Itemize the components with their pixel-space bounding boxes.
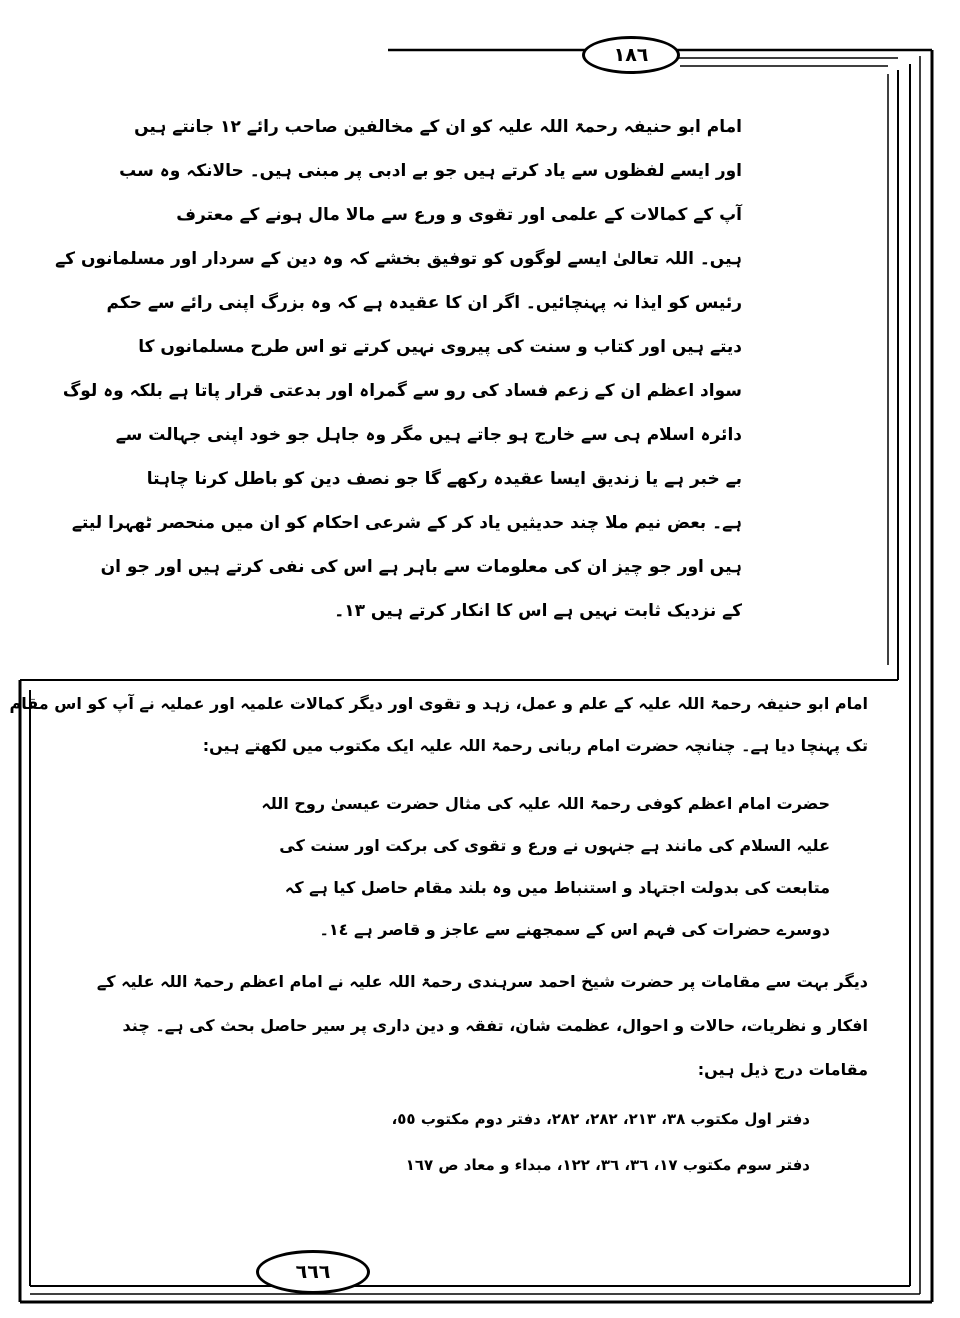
- top-line: ہیں۔ اللہ تعالیٰ ایسے لوگوں کو توفیق بخشے کہ وہ دین کے سردار اور مسلمانوں کے: [55, 249, 742, 269]
- top-line: رئیس کو ایذا نہ پہنچائیں۔ اگر ان کا عقیدہ ہے کہ وہ بزرگ اپنی رائے سے حکم: [106, 293, 742, 313]
- top-line: دائرہ اسلام ہی سے خارج ہو جاتے ہیں مگر وہ جاہل جو خود اپنی جہالت سے: [115, 425, 742, 445]
- quote-line: علیہ السلام کی مانند ہے جنہوں نے ورع و تقوی کی برکت اور سنت کی: [279, 836, 830, 855]
- page-number-bottom: [256, 1250, 370, 1294]
- quote-line: حضرت امام اعظم کوفی رحمۃ اللہ علیہ کی مثال حضرت عیسیٰ روح اللہ: [261, 794, 830, 813]
- quote-line: متابعت کی بدولت اجتہاد و استنباط میں وہ بلند مقام حاصل کیا ہے کہ: [284, 878, 830, 897]
- reference-line: دفتر سوم مکتوب ١٧، ٣٦، ٣٦، ١٢٢، مبداء و معاد ص ١٦٧: [405, 1156, 810, 1174]
- bottom-line: افکار و نظریات، حالات و احوال، عظمت شان، تفقہ و دین داری پر سیر حاصل بحث کی ہے۔ چند: [122, 1016, 868, 1035]
- top-line: ہے۔ بعض نیم ملا چند حدیثیں یاد کر کے شرعی احکام کو ان میں منحصر ٹھہرا لیتے: [71, 513, 742, 533]
- page-number-top-text: ١٨٦: [613, 44, 649, 66]
- top-line: آپ کے کمالات کے علمی اور تقوی و ورع سے مالا مال ہونے کے معترف: [176, 205, 742, 225]
- bottom-line: مقامات درج ذیل ہیں:: [697, 1060, 868, 1079]
- top-line: سواد اعظم ان کے زعم فساد کی رو سے گمراہ اور بدعتی قرار پاتا ہے بلکہ وہ لوگ: [62, 381, 742, 401]
- middle-line: تک پہنچا دیا ہے۔ چنانچہ حضرت امام ربانی رحمۃ اللہ علیہ ایک مکتوب میں لکھتے ہیں:: [202, 736, 868, 755]
- quote-line: دوسرے حضرات کی فہم اس کے سمجھنے سے عاجز و قاصر ہے ١٤۔: [319, 920, 830, 939]
- top-line: امام ابو حنیفہ رحمۃ اللہ علیہ کو ان کے مخالفین صاحب رائے ١٢ جانتے ہیں: [134, 117, 742, 137]
- top-line: دیتے ہیں اور کتاب و سنت کی پیروی نہیں کرتے تو اس طرح مسلمانوں کا: [138, 337, 742, 357]
- middle-line: امام ابو حنیفہ رحمۃ اللہ علیہ کے علم و عمل، زہد و تقوی اور دیگر کمالات علمیہ اور عملیہ نے آپ کو اس مقام: [9, 694, 868, 713]
- page-number-bottom-text: ٦٦٦: [295, 1261, 331, 1283]
- bottom-line: دیگر بہت سے مقامات پر حضرت شیخ احمد سرہندی رحمۃ اللہ علیہ نے امام اعظم رحمۃ اللہ علیہ کے: [96, 972, 868, 991]
- page-number-top: [582, 36, 680, 74]
- reference-line: دفتر اول مکتوب ٣٨، ٢١٣، ٢٨٢، ٢٨٢، دفتر دوم مکتوب ٥٥،: [391, 1110, 810, 1128]
- top-line: اور ایسے لفظوں سے یاد کرتے ہیں جو بے ادبی پر مبنی ہیں۔ حالانکہ وہ سب: [119, 161, 742, 181]
- top-line: بے خبر ہے یا زندیق ایسا عقیدہ رکھے گا جو نصف دین کو باطل کرنا چاہتا: [146, 469, 742, 489]
- top-line: کے نزدیک ثابت نہیں ہے اس کا انکار کرتے ہیں ١٣۔: [334, 601, 742, 621]
- top-line: ہیں اور جو چیز ان کی معلومات سے باہر ہے اس کی نفی کرتے ہیں اور جو ان: [100, 557, 742, 577]
